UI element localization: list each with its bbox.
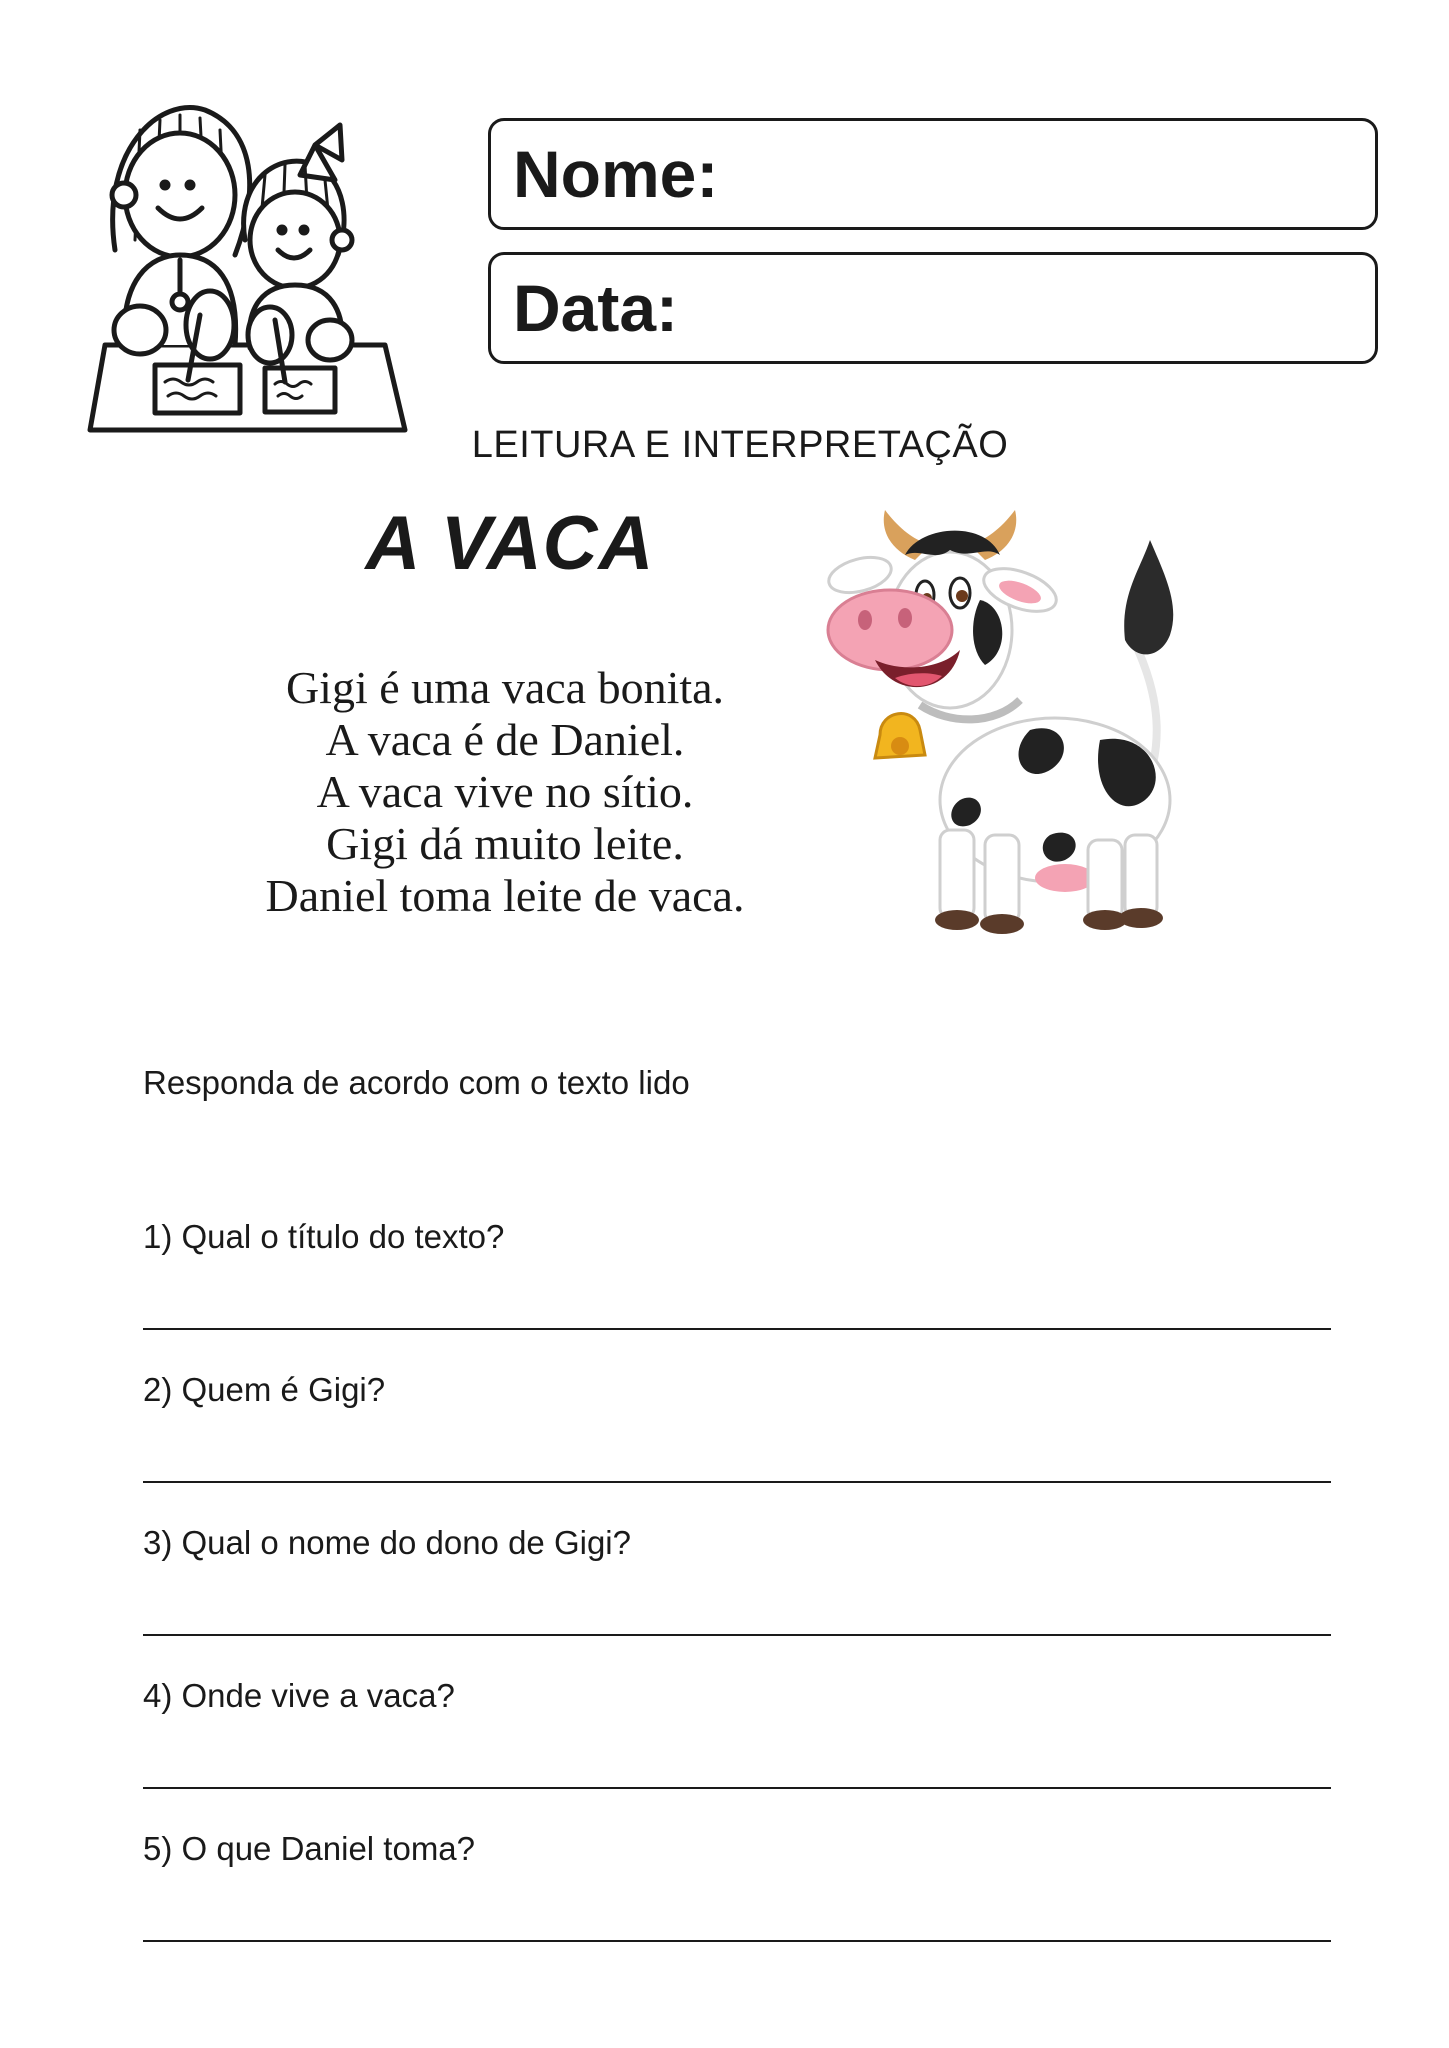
question-4: 4) Onde vive a vaca? bbox=[143, 1677, 455, 1714]
answer-line-1[interactable] bbox=[143, 1328, 1331, 1330]
section-title: LEITURA E INTERPRETAÇÃO bbox=[471, 424, 1009, 466]
name-field[interactable] bbox=[488, 118, 1378, 230]
question-3: 3) Qual o nome do dono de Gigi? bbox=[143, 1524, 631, 1561]
children-studying-icon bbox=[80, 90, 410, 440]
story-title: A VACA bbox=[365, 501, 655, 586]
story-line: Gigi é uma vaca bonita. bbox=[285, 662, 725, 713]
name-label: Nome: bbox=[513, 137, 719, 211]
date-field[interactable] bbox=[488, 252, 1378, 364]
question-5: 5) O que Daniel toma? bbox=[143, 1830, 476, 1867]
answer-line-2[interactable] bbox=[143, 1481, 1331, 1483]
question-1: 1) Qual o título do texto? bbox=[143, 1218, 505, 1255]
cartoon-cow-icon bbox=[820, 500, 1200, 940]
story-line: A vaca vive no sítio. bbox=[316, 766, 694, 817]
story-line: A vaca é de Daniel. bbox=[325, 714, 685, 765]
date-label: Data: bbox=[513, 271, 679, 345]
question-2: 2) Quem é Gigi? bbox=[143, 1371, 386, 1408]
story-text bbox=[220, 662, 790, 922]
answer-line-5[interactable] bbox=[143, 1940, 1331, 1942]
answer-line-3[interactable] bbox=[143, 1634, 1331, 1636]
answer-line-4[interactable] bbox=[143, 1787, 1331, 1789]
story-line: Gigi dá muito leite. bbox=[326, 818, 684, 869]
instruction-text: Responda de acordo com o texto lido bbox=[143, 1064, 690, 1101]
story-line: Daniel toma leite de vaca. bbox=[265, 870, 745, 921]
